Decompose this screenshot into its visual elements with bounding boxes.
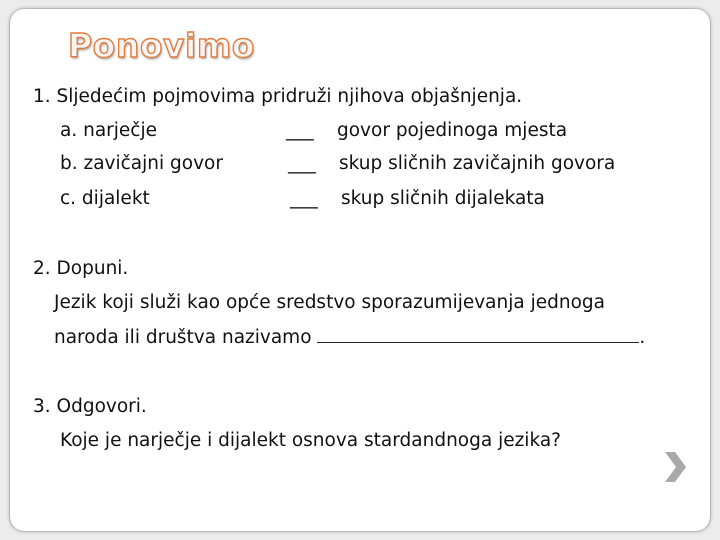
chevron-right-icon[interactable] bbox=[662, 450, 688, 484]
q1-definition-1: govor pojedinoga mjesta bbox=[337, 120, 568, 141]
slide-title: Ponovimo bbox=[68, 26, 255, 65]
q1-term-b: b. zavičajni govor bbox=[60, 153, 223, 174]
q2-line-2-text: naroda ili društva nazivamo bbox=[54, 327, 312, 348]
q2-heading: 2. Dopuni. bbox=[33, 258, 129, 279]
q3-question: Koje je narječje i dijalekt osnova stardandnoga jezika? bbox=[60, 430, 561, 451]
q2-line-1: Jezik koji služi kao opće sredstvo sporazumijevanja jednoga bbox=[54, 292, 605, 313]
q1-definition-3: skup sličnih dijalekata bbox=[341, 188, 545, 209]
q1-heading: 1. Sljedećim pojmovima pridruži njihova objašnjenja. bbox=[33, 86, 523, 107]
q1-term-a: a. narječje bbox=[60, 120, 157, 141]
q1-blank-1[interactable]: ___ bbox=[286, 120, 314, 141]
q2-line-2 bbox=[54, 326, 645, 349]
q1-blank-3[interactable]: ___ bbox=[290, 188, 318, 209]
q1-term-c: c. dijalekt bbox=[60, 188, 150, 209]
q3-heading: 3. Odgovori. bbox=[33, 396, 147, 417]
q1-definition-2: skup sličnih zavičajnih govora bbox=[339, 153, 616, 174]
q1-blank-2[interactable]: ___ bbox=[288, 153, 316, 174]
q2-line-end: . bbox=[639, 327, 646, 348]
q2-answer-blank[interactable] bbox=[317, 326, 639, 343]
